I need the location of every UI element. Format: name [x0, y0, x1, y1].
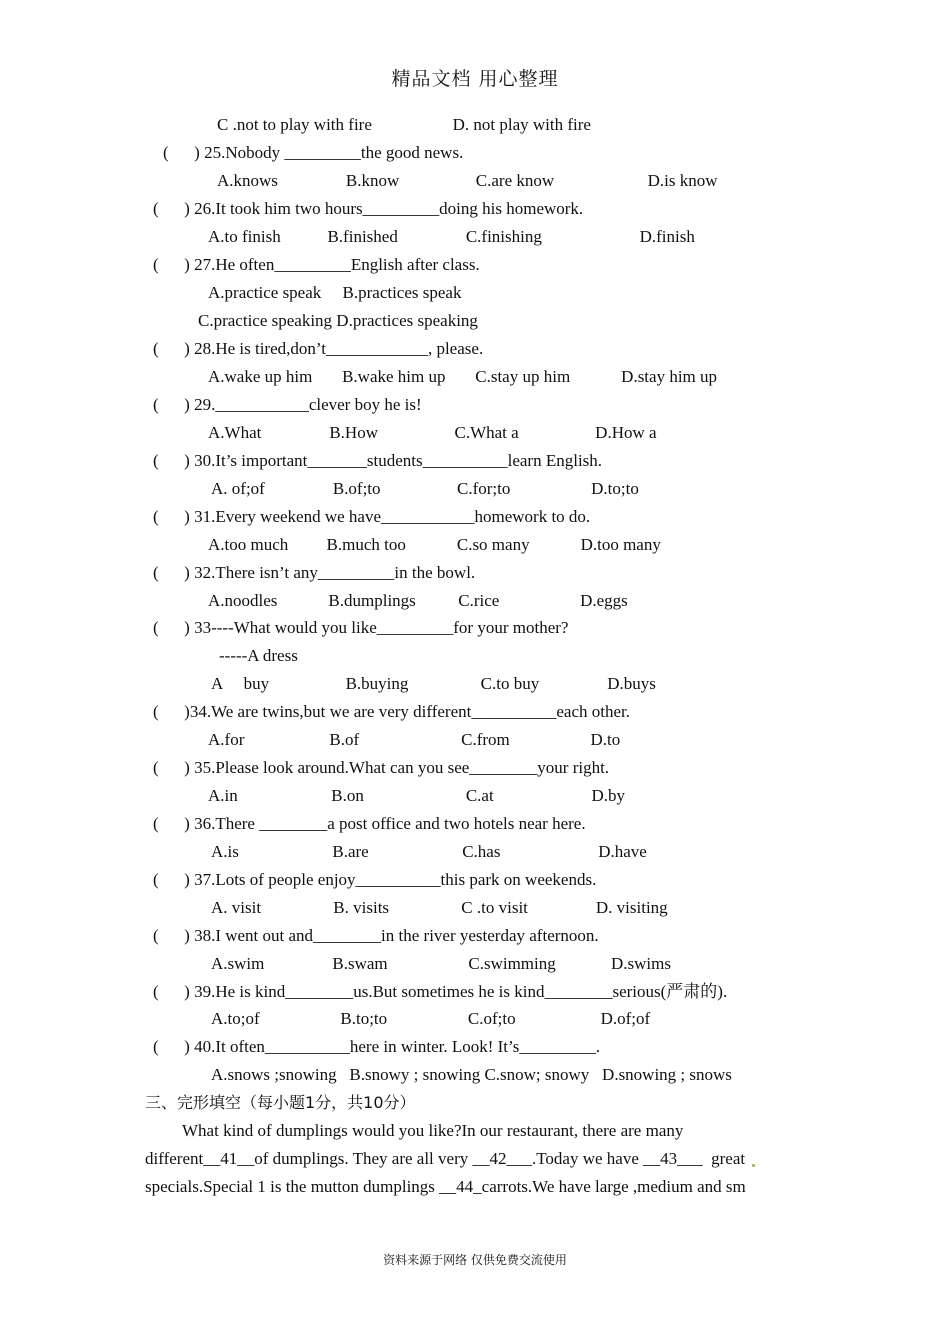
- question-38: ( ) 38.I went out and________in the river yesterday afternoon.: [153, 926, 599, 945]
- option-line-24: C .not to play with fire D. not play with fire: [217, 115, 591, 134]
- question-28: ( ) 28.He is tired,don’t____________, please.: [153, 339, 484, 358]
- cloze-line-3: specials.Special 1 is the mutton dumplings __44_carrots.We have large ,medium and sm: [145, 1177, 746, 1196]
- question-26: ( ) 26.It took him two hours_________doing his homework.: [153, 199, 584, 218]
- options-39: A.to;of B.to;to C.of;to D.of;of: [211, 1009, 651, 1028]
- options-33: A buy B.buying C.to buy D.buys: [211, 674, 656, 693]
- page-footer: 资料来源于网络 仅供免费交流使用: [383, 1253, 567, 1267]
- question-35: ( ) 35.Please look around.What can you see________your right.: [153, 758, 610, 777]
- page-header: 精品文档 用心整理: [391, 68, 559, 90]
- question-27: ( ) 27.He often_________English after class.: [153, 255, 480, 274]
- options-25: A.knows B.know C.are know D.is know: [217, 171, 718, 190]
- options-31: A.too much B.much too C.so many D.too many: [208, 535, 661, 554]
- options-26: A.to finish B.finished C.finishing D.finish: [208, 227, 695, 246]
- section-title-cloze: 三、完形填空（每小题1分，共10分）: [145, 1093, 416, 1112]
- question-29: ( ) 29.___________clever boy he is!: [153, 395, 422, 414]
- options-30: A. of;of B.of;to C.for;to D.to;to: [211, 479, 639, 498]
- options-37: A. visit B. visits C .to visit D. visiting: [211, 898, 668, 917]
- question-32: ( ) 32.There isn’t any_________in the bowl.: [153, 563, 476, 582]
- options-27-cd: C.practice speaking D.practices speaking: [198, 311, 478, 330]
- question-34: ( )34.We are twins,but we are very different__________each other.: [153, 702, 630, 721]
- question-37: ( ) 37.Lots of people enjoy__________this park on weekends.: [153, 870, 597, 889]
- options-38: A.swim B.swam C.swimming D.swims: [211, 954, 671, 973]
- question-36: ( ) 36.There ________a post office and two hotels near here.: [153, 814, 586, 833]
- green-dot-mark: [752, 1164, 755, 1167]
- options-29: A.What B.How C.What a D.How a: [208, 423, 657, 442]
- question-39: ( ) 39.He is kind________us.But sometimes he is kind________serious(严肃的).: [153, 982, 728, 1001]
- cloze-line-2: different__41__of dumplings. They are all very __42___.Today we have __43___ great: [145, 1149, 746, 1168]
- answer-33: -----A dress: [219, 646, 298, 665]
- options-28: A.wake up him B.wake him up C.stay up him D.stay him up: [208, 367, 718, 386]
- question-31: ( ) 31.Every weekend we have___________homework to do.: [153, 507, 591, 526]
- options-40: A.snows ;snowing B.snowy ; snowing C.snow; snowy D.snowing ; snows: [211, 1065, 732, 1084]
- question-40: ( ) 40.It often__________here in winter. Look! It’s_________.: [153, 1037, 601, 1056]
- options-36: A.is B.are C.has D.have: [211, 842, 647, 861]
- question-33: ( ) 33----What would you like_________for your mother?: [153, 618, 569, 637]
- cloze-line-1: What kind of dumplings would you like?In our restaurant, there are many: [182, 1121, 684, 1140]
- options-34: A.for B.of C.from D.to: [208, 730, 621, 749]
- question-30: ( ) 30.It’s important_______students__________learn English.: [153, 451, 603, 470]
- options-35: A.in B.on C.at D.by: [208, 786, 625, 805]
- options-27-ab: A.practice speak B.practices speak: [208, 283, 462, 302]
- options-32: A.noodles B.dumplings C.rice D.eggs: [208, 591, 628, 610]
- question-25: ( ) 25.Nobody _________the good news.: [163, 143, 464, 162]
